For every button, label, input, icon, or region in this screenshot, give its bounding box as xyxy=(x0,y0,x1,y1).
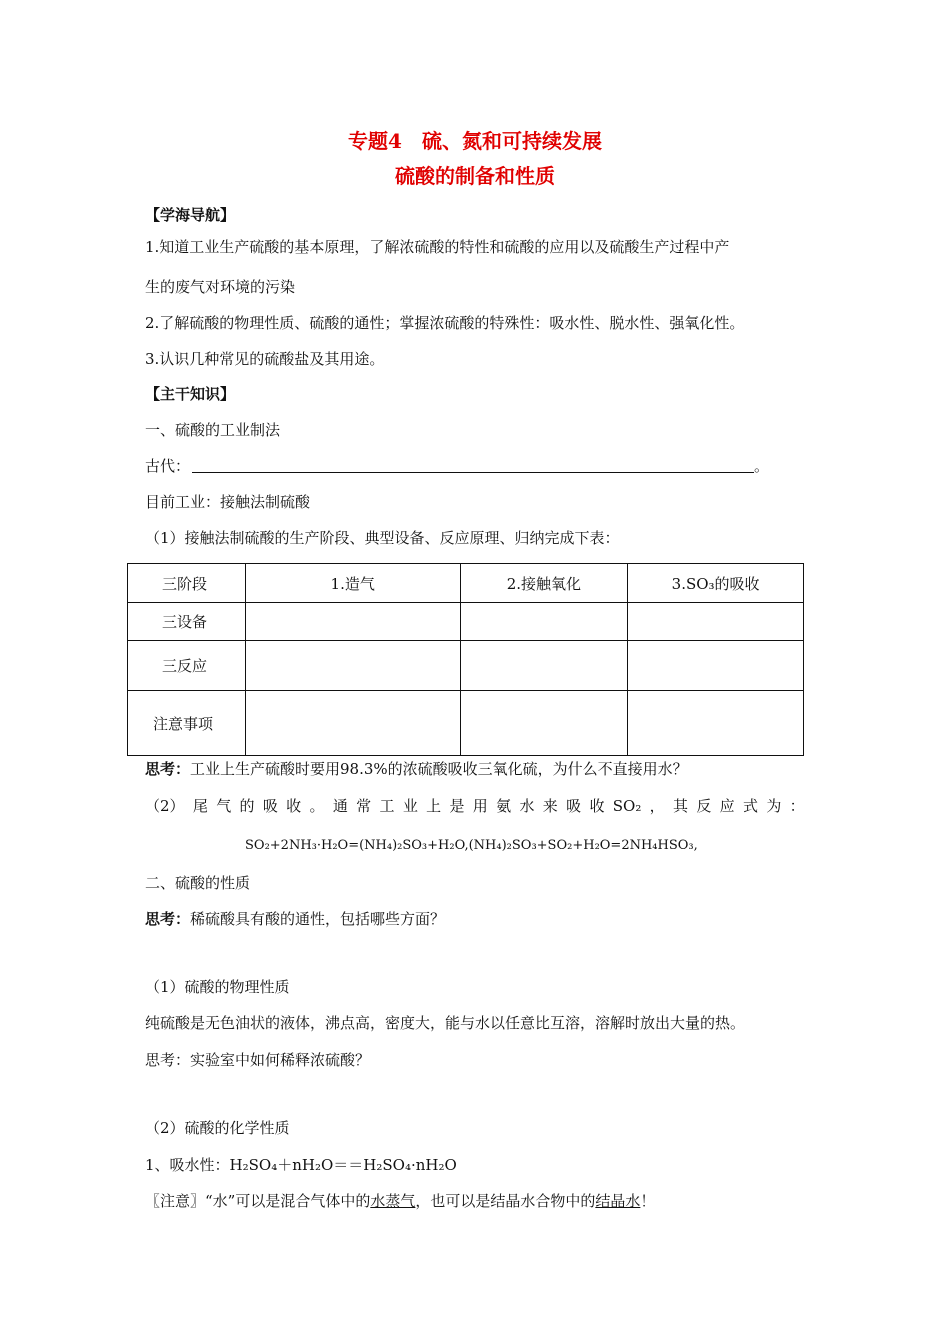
tail-gas-line xyxy=(145,796,805,816)
tail-gas-char: 工 xyxy=(379,797,395,815)
tail-gas-char: 上 xyxy=(426,797,442,815)
knowledge-heading: 【主干知识】 xyxy=(145,385,236,403)
tail-gas-char: 来 xyxy=(542,797,558,815)
tail-gas-char: （2） xyxy=(145,797,185,815)
table-row xyxy=(128,691,804,756)
note-underlined-text: 结晶水 xyxy=(595,1192,641,1210)
table-cell[interactable] xyxy=(245,641,460,691)
tail-gas-char: 式 xyxy=(742,797,758,815)
note-text: ！ xyxy=(640,1192,656,1210)
table-cell[interactable] xyxy=(628,691,804,756)
guide-item-1b: 生的废气对环境的污染 xyxy=(145,278,296,296)
tail-gas-char: 尾 xyxy=(192,797,208,815)
table-row-label: 注意事项 xyxy=(128,691,246,756)
think-label: 思考： xyxy=(145,910,191,928)
table-cell[interactable] xyxy=(460,603,628,641)
tail-gas-char: SO₂ xyxy=(612,797,642,815)
doc-title: 专题4 硫、氮和可持续发展 xyxy=(348,129,602,153)
ancient-end: 。 xyxy=(754,457,770,475)
section-1-heading: 一、硫酸的工业制法 xyxy=(145,421,281,439)
guide-heading: 【学海导航】 xyxy=(145,206,236,224)
physical-heading: （1）硫酸的物理性质 xyxy=(145,978,290,996)
question-1: （1）接触法制硫酸的生产阶段、典型设备、反应原理、归纳完成下表： xyxy=(145,529,620,547)
table-row-label: 三设备 xyxy=(128,603,246,641)
guide-item-2: 2.了解硫酸的物理性质、硫酸的通性；掌握浓硫酸的特殊性：吸水性、脱水性、强氧化性。 xyxy=(145,314,745,332)
tail-gas-char: 气 xyxy=(216,797,232,815)
tail-gas-char: 常 xyxy=(356,797,372,815)
table-cell[interactable] xyxy=(460,641,628,691)
note-underlined-text: 水蒸气 xyxy=(370,1192,416,1210)
tail-gas-char: 用 xyxy=(472,797,488,815)
table-row xyxy=(128,603,804,641)
note-text: ，也可以是结晶水合物中的 xyxy=(415,1192,596,1210)
chemical-item-1: 1、吸水性：H₂SO₄＋nH₂O＝＝H₂SO₄·nH₂O xyxy=(145,1156,457,1174)
chemical-heading: （2）硫酸的化学性质 xyxy=(145,1119,290,1137)
tail-gas-char: 的 xyxy=(239,797,255,815)
tail-gas-char: 。 xyxy=(309,797,325,815)
ancient-method-line xyxy=(145,456,769,476)
table-row xyxy=(128,564,804,603)
think-label: 思考： xyxy=(145,760,191,778)
table-cell[interactable] xyxy=(460,691,628,756)
guide-item-3: 3.认识几种常见的硫酸盐及其用途。 xyxy=(145,350,385,368)
tail-gas-char: 其 xyxy=(673,797,689,815)
table-header-cell: 3.SO₃的吸收 xyxy=(628,564,804,603)
tail-gas-char: 收 xyxy=(286,797,302,815)
tail-gas-char: 是 xyxy=(449,797,465,815)
table-cell[interactable] xyxy=(245,691,460,756)
tail-gas-char: 业 xyxy=(402,797,418,815)
tail-gas-char: 水 xyxy=(519,797,535,815)
tail-gas-char: 氨 xyxy=(496,797,512,815)
process-table xyxy=(127,563,804,756)
ancient-label: 古代： xyxy=(145,457,191,475)
section-2-heading: 二、硫酸的性质 xyxy=(145,874,251,892)
tail-gas-char: 为 xyxy=(766,797,782,815)
table-header-cell: 2.接触氧化 xyxy=(460,564,628,603)
doc-subtitle: 硫酸的制备和性质 xyxy=(395,164,555,188)
table-row xyxy=(128,641,804,691)
note-text: 〖注意〗“水”可以是混合气体中的 xyxy=(145,1192,371,1210)
table-cell[interactable] xyxy=(245,603,460,641)
tail-gas-char: 吸 xyxy=(262,797,278,815)
table-header-cell: 1.造气 xyxy=(245,564,460,603)
table-cell[interactable] xyxy=(628,603,804,641)
think-1 xyxy=(145,759,688,779)
think-2 xyxy=(145,909,445,929)
physical-think: 思考：实验室中如何稀释浓硫酸？ xyxy=(145,1051,371,1069)
tail-gas-char: 通 xyxy=(332,797,348,815)
physical-text: 纯硫酸是无色油状的液体，沸点高，密度大，能与水以任意比互溶，溶解时放出大量的热。 xyxy=(145,1014,746,1032)
tail-gas-char: 应 xyxy=(719,797,735,815)
tail-gas-char: 吸 xyxy=(566,797,582,815)
note-line xyxy=(145,1191,655,1211)
tail-gas-char: 收 xyxy=(589,797,605,815)
tail-gas-char: ， xyxy=(649,797,665,815)
think-text: 工业上生产硫酸时要用98.3%的浓硫酸吸收三氧化硫，为什么不直接用水？ xyxy=(190,760,688,778)
table-row-label: 三反应 xyxy=(128,641,246,691)
tail-gas-char: ： xyxy=(789,797,805,815)
tail-gas-char: 反 xyxy=(696,797,712,815)
fill-blank[interactable] xyxy=(192,458,754,473)
table-header-cell: 三阶段 xyxy=(128,564,246,603)
absorption-equation: SO₂+2NH₃·H₂O=(NH₄)₂SO₃+H₂O,(NH₄)₂SO₃+SO₂+H₂O=2NH₄HSO₃, xyxy=(245,838,698,853)
guide-item-1a: 1.知道工业生产硫酸的基本原理，了解浓硫酸的特性和硫酸的应用以及硫酸生产过程中产 xyxy=(145,238,730,256)
table-cell[interactable] xyxy=(628,641,804,691)
modern-method: 目前工业：接触法制硫酸 xyxy=(145,493,311,511)
think-text: 稀硫酸具有酸的通性，包括哪些方面？ xyxy=(190,910,446,928)
